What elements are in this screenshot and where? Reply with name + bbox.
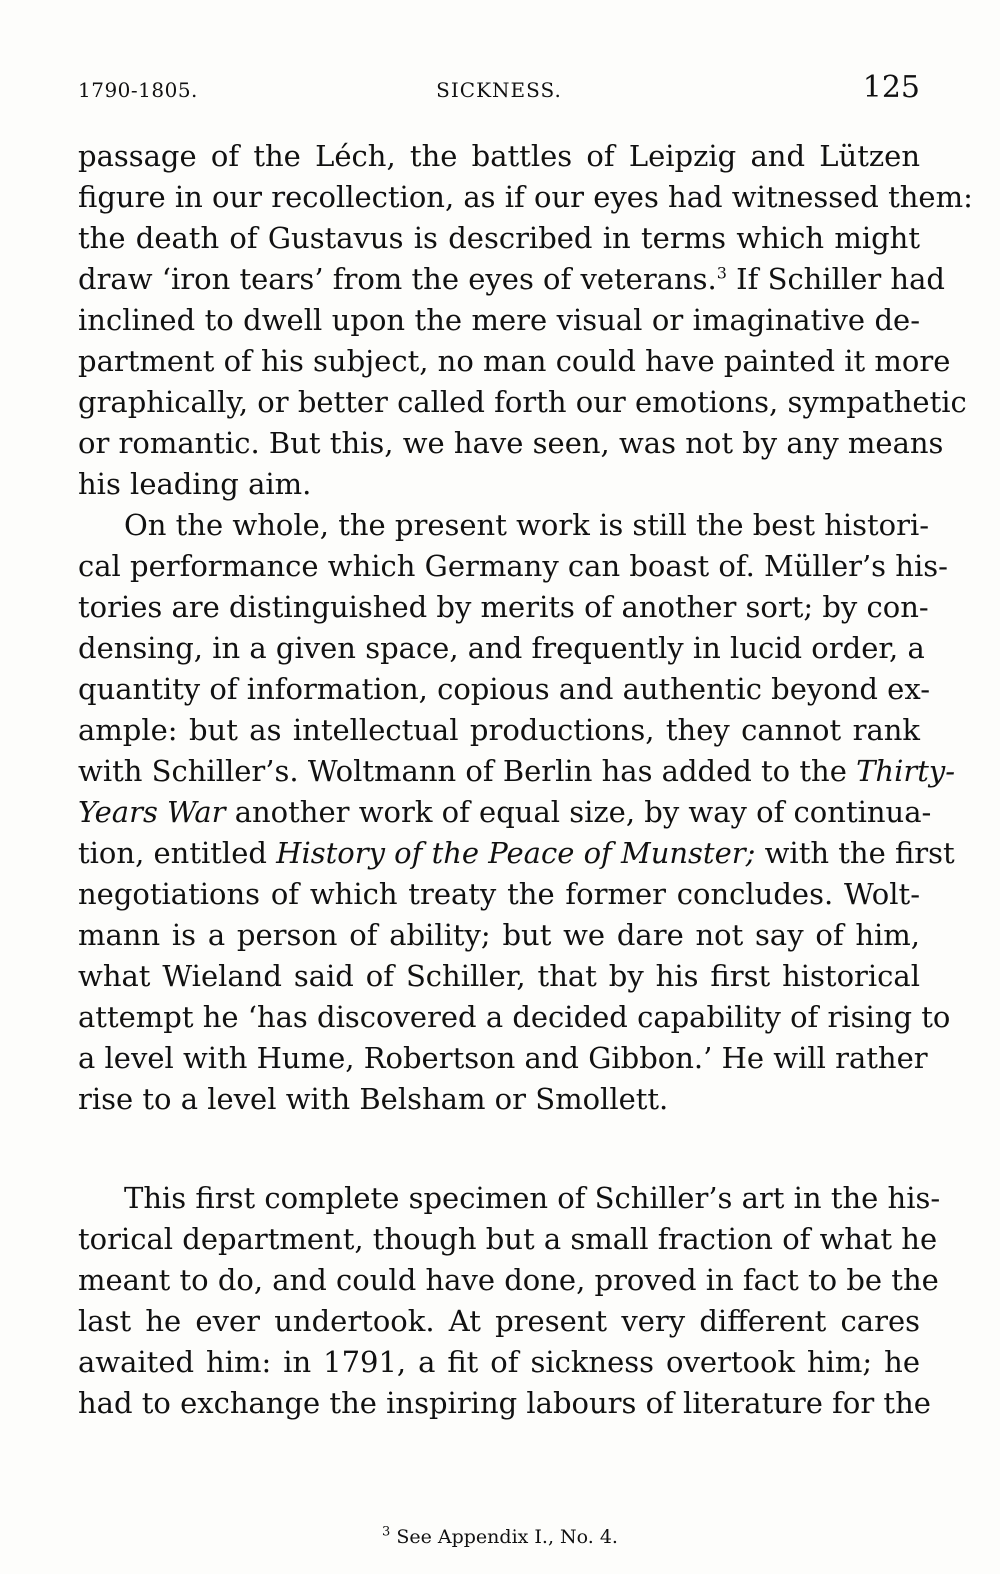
text-line: awaited him: in 1791, a fit of sickness overtook him; he xyxy=(78,1345,920,1379)
text-segment: with Schiller’s. Woltmann of Berlin has added to the xyxy=(78,754,857,788)
footnote-text: See Appendix I., No. 4. xyxy=(390,1526,618,1548)
text-segment: with the first xyxy=(755,836,955,870)
text-line: ample: but as intellectual productions, they cannot rank xyxy=(78,713,920,747)
text-line xyxy=(78,833,955,874)
text-line: attempt he ‘has discovered a decided capability of rising to xyxy=(78,1000,951,1034)
text-line: his leading aim. xyxy=(78,467,312,501)
main-text xyxy=(78,136,973,1120)
text-line: On the whole, the present work is still the best histori- xyxy=(124,508,930,542)
running-head xyxy=(78,70,920,106)
text-line: cal performance which Germany can boast of. Müller’s his- xyxy=(78,549,948,583)
text-line xyxy=(78,259,945,300)
text-line: last he ever undertook. At present very different cares xyxy=(78,1304,920,1338)
footnote-marker: 3 xyxy=(382,1524,391,1540)
text-line: or romantic. But this, we have seen, was not by any means xyxy=(78,426,944,460)
text-line: rise to a level with Belsham or Smollett. xyxy=(78,1082,669,1116)
text-line: figure in our recollection, as if our eyes had witnessed them: xyxy=(78,180,973,214)
text-line: mann is a person of ability; but we dare not say of him, xyxy=(78,918,920,952)
running-head-title: SICKNESS. xyxy=(436,78,562,102)
text-line: meant to do, and could have done, proved in fact to be the xyxy=(78,1263,939,1297)
running-head-dates: 1790-1805. xyxy=(78,78,198,102)
text-line: This first complete specimen of Schiller’s art in the his- xyxy=(124,1181,941,1215)
text-line xyxy=(78,792,932,833)
text-line: passage of the Léch, the battles of Leipzig and Lützen xyxy=(78,139,920,173)
text-line: inclined to dwell upon the mere visual or imaginative de- xyxy=(78,303,920,337)
text-line: graphically, or better called forth our emotions, sympathetic xyxy=(78,385,967,419)
italic-title: Years War xyxy=(78,795,226,829)
text-line xyxy=(78,751,956,792)
italic-title: Thirty- xyxy=(856,754,956,788)
text-segment: another work of equal size, by way of continua- xyxy=(225,795,932,829)
page-number: 125 xyxy=(862,70,920,105)
text-line: densing, in a given space, and frequently in lucid order, a xyxy=(78,631,925,665)
text-line: partment of his subject, no man could have painted it more xyxy=(78,344,951,378)
footnote-reference: 3 xyxy=(716,263,727,283)
section-text xyxy=(78,1178,941,1424)
text-line: the death of Gustavus is described in terms which might xyxy=(78,221,920,255)
text-line: tories are distinguished by merits of another sort; by con- xyxy=(78,590,929,624)
text-line: torical department, though but a small fraction of what he xyxy=(78,1222,938,1256)
text-segment: If Schiller had xyxy=(726,262,945,296)
text-segment: tion, entitled xyxy=(78,836,277,870)
italic-title: History of the Peace of Munster; xyxy=(276,836,756,870)
text-line: a level with Hume, Robertson and Gibbon.’ He will rather xyxy=(78,1041,928,1075)
text-line: what Wieland said of Schiller, that by his first historical xyxy=(78,959,920,993)
footnote xyxy=(0,1526,1000,1548)
text-segment: draw ‘iron tears’ from the eyes of veterans. xyxy=(78,262,717,296)
text-line: negotiations of which treaty the former concludes. Wolt- xyxy=(78,877,920,911)
text-line: quantity of information, copious and authentic beyond ex- xyxy=(78,672,930,706)
text-line: had to exchange the inspiring labours of literature for the xyxy=(78,1386,931,1420)
